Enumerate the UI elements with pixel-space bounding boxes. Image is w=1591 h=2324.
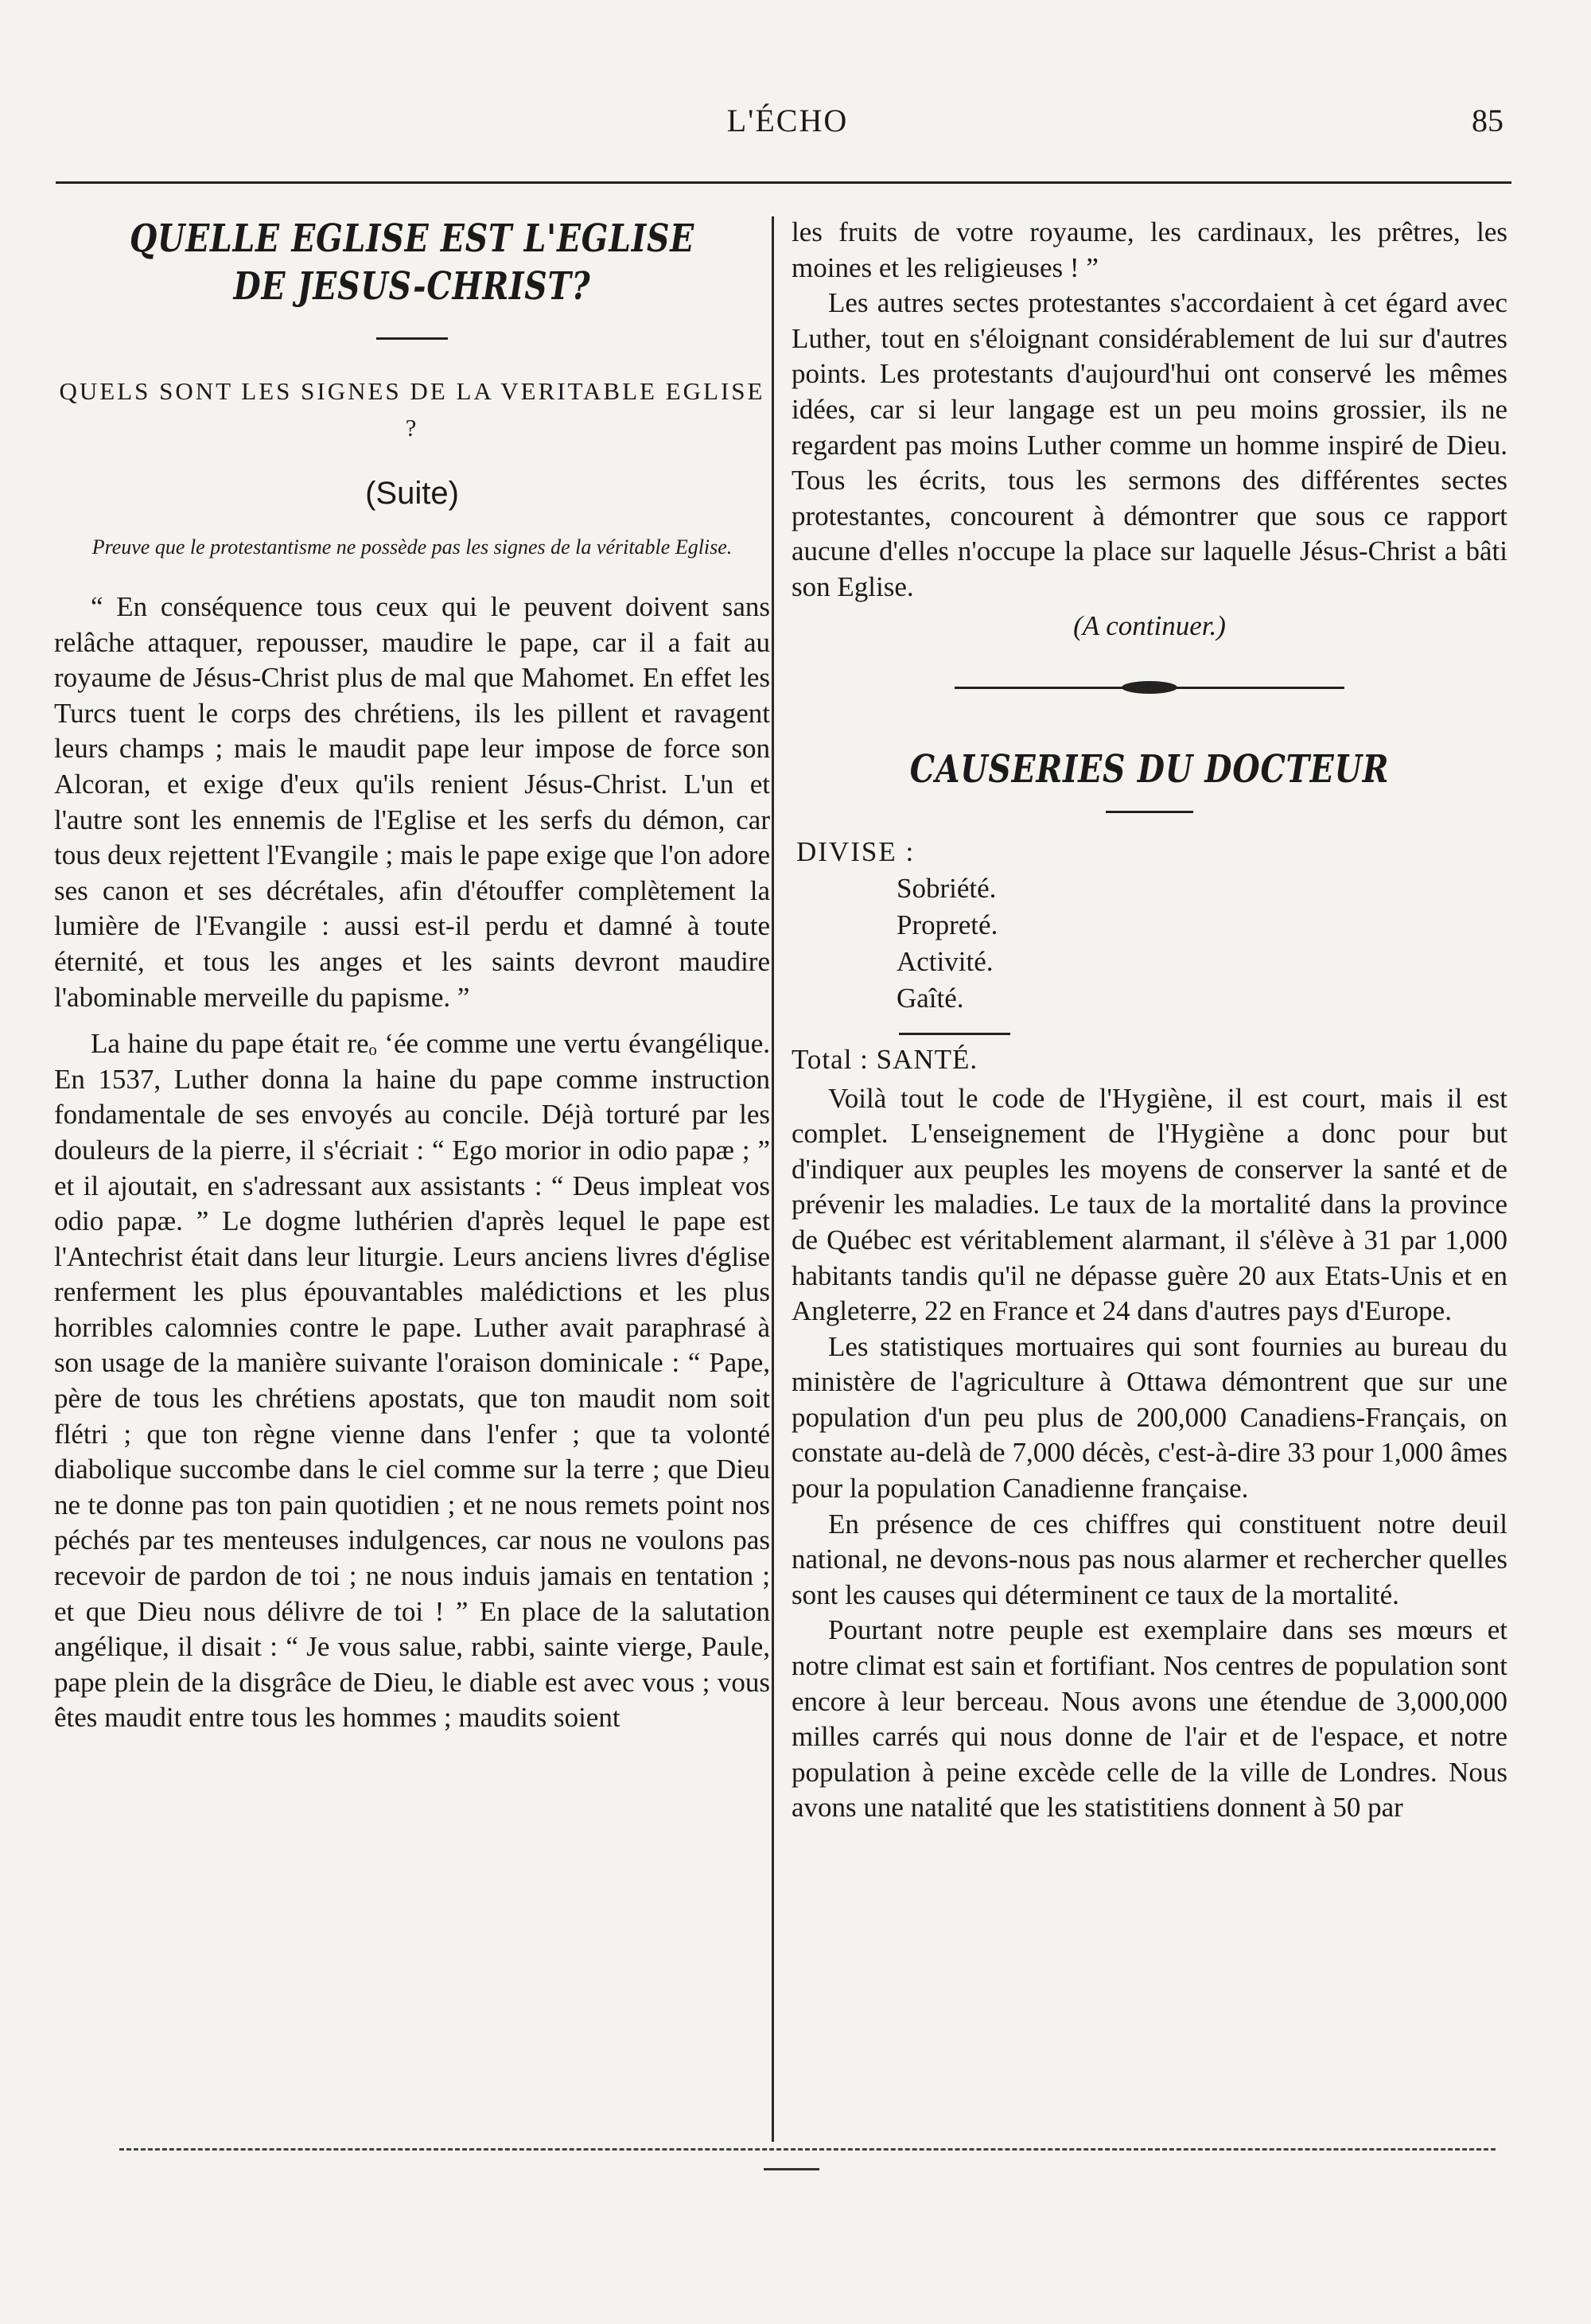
body-paragraph: Voilà tout le code de l'Hygiène, il est court, mais il est complet. L'enseignement de l'Hygiène a donc pour but d'indiquer aux peuples les moyens de conserver la santé et de prévenir les maladies. Le taux de la mortalité dans la province de Québec est véritablement alarmant, il s'élève à 31 par 1,000 habitants tandis qu'il ne dépasse guère 20 aux Etats-Unis et en Angleterre, 22 en France et 24 dans d'autres pays d'Europe. [792,1082,1507,1327]
title-rule-2 [1106,811,1193,813]
column-divider [772,216,774,2142]
article-title: QUELLE EGLISE EST L'EGLISE DE JESUS-CHRIST? [129,216,695,309]
ornamental-divider [955,675,1344,699]
header-rule [56,181,1511,184]
section-heading: QUELS SONT LES SIGNES DE LA VERITABLE EGLISE ? [59,377,765,442]
body-paragraph: La haine du pape était reₒ ʻée comme une vertu évangélique. En 1537, Luther donna la haine du pape comme instruction fondamentale de ses envoyés au concile. Déjà torturé par les douleurs de la pierre, il s'écriait : “ Ego morior in odio papæ ; ” et il ajoutait, en s'adressant aux assistants : “ Deus impleat vos odio papæ. ” Le dogme luthérien d'après lequel le pape est l'Antechrist était dans leur liturgie. Leurs anciens livres d'église renferment les plus épouvantables malédictions et les plus horribles calomnies contre le pape. Luther avait paraphrasé à son usage de la manière suivante l'oraison dominicale : “ Pape, père de tous les chrétiens apostats, que ton maudit nom soit flétri ; que ton règne vienne dans l'enfer ; que ta volonté diabolique succombe dans le ciel comme sur la terre ; que Dieu ne te donne pas ton pain quotidien ; et ne nous remets point nos péchés par tes menteuses indulgences, car nous ne voulons pas recevoir de pardon de toi ; ne nous induis jamais en tentation ; et que Dieu nous délivre de toi ! ” En place de la salutation angélique, il disait : “ Je vous salue, rabbi, sainte vierge, Paule, pape plein de la disgrâce de Dieu, le diable est avec vous ; vous êtes maudit entre tous les hommes ; maudits soient [54,1028,770,1734]
divise-label: DIVISE : [796,835,916,867]
bottom-mark [764,2168,819,2170]
article-subheading: Preuve que le protestantisme ne possède pas les signes de la véritable Eglise. [91,535,733,559]
body-paragraph: En présence de ces chiffres qui constituent notre deuil national, ne devons-nous pas nous alarmer et rechercher quelles sont les causes qui déterminent ce taux de la mortalité. [792,1508,1507,1610]
bottom-rule [119,2148,1496,2151]
body-paragraph: Pourtant notre peuple est exemplaire dans ses mœurs et notre climat est sain et fortifiant. Nos centres de population sont encore à leur berceau. Nous avons une étendue de 3,000,000 milles carrés qui nous donne de l'air et de l'espace, et notre population à peine excède celle de la ville de Londres. Nous avons une natalité que les statistitiens donnent à 50 par [792,1614,1507,1824]
ornament-center [1122,681,1177,694]
total-rule [899,1033,1010,1035]
divise-item: Gaîté. [897,982,964,1014]
divise-item: Sobriété. [897,872,997,904]
article-title-2: CAUSERIES DU DOCTEUR [909,746,1390,792]
page-number: 85 [1472,103,1503,138]
running-header [0,102,1591,150]
to-be-continued: (A continuer.) [1073,609,1226,641]
continued-paragraph: les fruits de votre royaume, les cardinaux, les prêtres, les moines et les religieuses ! ” [792,216,1507,283]
suite-label: (Suite) [365,476,459,511]
body-paragraph: Les statistiques mortuaires qui sont fournies au bureau du ministère de l'agriculture à Ottawa démontrent que sur une population d'un peu plus de 200,000 Canadiens-Français, on constate au-delà de 7,000 décès, c'est-à-dire 33 pour 1,000 âmes pour la population Canadienne française. [792,1330,1507,1505]
continued-paragraph: Les autres sectes protestantes s'accordaient à cet égard avec Luther, tout en s'éloignant considérablement de lui sur d'autres points. Les protestants d'aujourd'hui ont conservé les mêmes idées, car si leur langage est un peu moins grossier, ils ne regardent pas moins Luther comme un homme inspiré de Dieu. Tous les écrits, tous les sermons des différentes sectes protestantes, concourent à démontrer que sous ce rapport aucune d'elles n'occupe la place sur laquelle Jésus-Christ a bâti son Eglise. [792,287,1507,602]
divise-item: Activité. [897,945,994,977]
right-column [792,215,1507,2189]
divise-list [792,870,1507,1017]
body-paragraph: “ En conséquence tous ceux qui le peuvent doivent sans relâche attaquer, repousser, maudire le pape, car il a fait au royaume de Jésus-Christ plus de mal que Mahomet. En effet les Turcs tuent le corps des chrétiens, ils les pillent et ravagent leurs champs ; mais le maudit pape leur impose de force son Alcoran, et exige d'eux qu'ils renient Jésus-Christ. L'un et l'autre sont les ennemis de l'Eglise et les serfs du démon, car tous deux rejettent l'Evangile ; mais le pape exige que l'on adore ses canon et ses décrétales, afin d'étouffer complètement la lumière de l'Evangile : aussi est-il perdu et damné à toute éternité, et tous les anges et les saints devront maudire l'abominable merveille du papisme. ” [54,591,770,1013]
total-line: Total : SANTÉ. [792,1043,978,1075]
left-column [54,215,770,2189]
title-rule [376,337,448,340]
running-title: L'ÉCHO [726,103,849,138]
divise-item: Propreté. [897,909,998,940]
